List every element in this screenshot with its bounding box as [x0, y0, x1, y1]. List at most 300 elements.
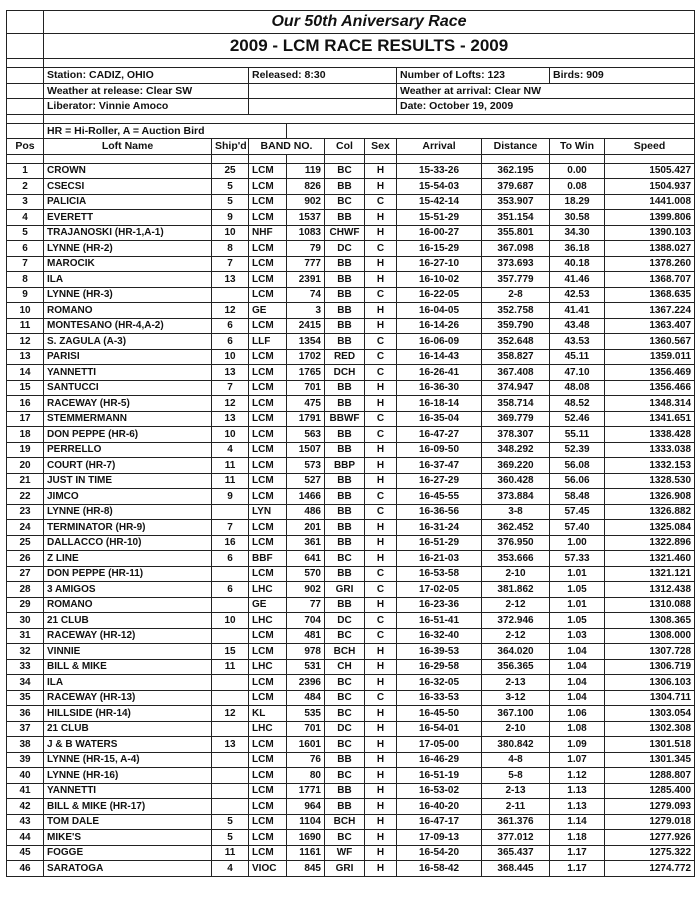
table-row	[7, 427, 695, 443]
cell-color: BC	[325, 768, 365, 784]
cell-distance: 361.376	[482, 814, 550, 830]
cell-band-prefix: LCM	[249, 427, 287, 443]
cell-loft-name: JUST IN TIME	[44, 473, 212, 489]
table-row	[7, 582, 695, 598]
cell-loft-name: DALLACCO (HR-10)	[44, 535, 212, 551]
cell-speed: 1279.018	[605, 814, 695, 830]
cell-loft-name: JIMCO	[44, 489, 212, 505]
cell-arrival: 16-51-41	[397, 613, 482, 629]
cell-band-prefix: LCM	[249, 768, 287, 784]
cell-loft-name: TOM DALE	[44, 814, 212, 830]
cell-sex: H	[365, 179, 397, 195]
title-row-2	[7, 34, 695, 59]
cell-color: DC	[325, 241, 365, 257]
cell-pos: 26	[7, 551, 44, 567]
cell-arrival: 16-51-19	[397, 768, 482, 784]
cell-to-win: 1.04	[550, 690, 605, 706]
cell-distance: 374.947	[482, 380, 550, 396]
cell-band-number: 1083	[287, 225, 325, 241]
cell-band-number: 1771	[287, 783, 325, 799]
cell-band-number: 3	[287, 303, 325, 319]
cell-pos: 42	[7, 799, 44, 815]
cell-distance: 2-8	[482, 287, 550, 303]
cell-sex: C	[365, 628, 397, 644]
cell-pos: 6	[7, 241, 44, 257]
cell-color: BB	[325, 566, 365, 582]
cell-pos: 5	[7, 225, 44, 241]
table-row	[7, 458, 695, 474]
cell-to-win: 41.41	[550, 303, 605, 319]
cell-to-win: 1.08	[550, 721, 605, 737]
cell-band-prefix: LCM	[249, 628, 287, 644]
cell-band-number: 1354	[287, 334, 325, 350]
cell-color: BB	[325, 272, 365, 288]
cell-pos: 30	[7, 613, 44, 629]
cell-speed: 1356.469	[605, 365, 695, 381]
cell-loft-name: RACEWAY (HR-12)	[44, 628, 212, 644]
cell-band-number: 531	[287, 659, 325, 675]
table-row	[7, 830, 695, 846]
cell-band-number: 1537	[287, 210, 325, 226]
cell-sex: H	[365, 597, 397, 613]
cell-band-number: 1765	[287, 365, 325, 381]
cell-loft-name: CSECSI	[44, 179, 212, 195]
cell-distance: 373.693	[482, 256, 550, 272]
cell-shipped: 10	[212, 613, 249, 629]
cell-pos: 27	[7, 566, 44, 582]
cell-distance: 353.666	[482, 551, 550, 567]
cell-color: DC	[325, 721, 365, 737]
cell-distance: 362.195	[482, 163, 550, 179]
cell-speed: 1360.567	[605, 334, 695, 350]
table-row	[7, 303, 695, 319]
info-row-2	[7, 83, 695, 99]
cell-to-win: 48.52	[550, 396, 605, 412]
cell-speed: 1303.054	[605, 706, 695, 722]
table-row	[7, 256, 695, 272]
cell-shipped: 11	[212, 458, 249, 474]
cell-speed: 1325.084	[605, 520, 695, 536]
cell-color: BB	[325, 334, 365, 350]
cell-arrival: 16-46-29	[397, 752, 482, 768]
cell-band-prefix: LCM	[249, 163, 287, 179]
cell-band-number: 1791	[287, 411, 325, 427]
results-table	[6, 10, 695, 877]
cell-distance: 2-12	[482, 597, 550, 613]
table-row	[7, 737, 695, 753]
cell-band-number: 361	[287, 535, 325, 551]
cell-speed: 1321.121	[605, 566, 695, 582]
cell-arrival: 16-36-56	[397, 504, 482, 520]
cell-speed: 1321.460	[605, 551, 695, 567]
cell-band-prefix: LCM	[249, 318, 287, 334]
cell-speed: 1338.428	[605, 427, 695, 443]
cell-speed: 1368.707	[605, 272, 695, 288]
cell-shipped	[212, 783, 249, 799]
cell-band-number: 119	[287, 163, 325, 179]
cell-speed: 1279.093	[605, 799, 695, 815]
cell-color: BB	[325, 287, 365, 303]
lofts-label: Number of Lofts: 123	[397, 68, 550, 84]
cell-shipped: 11	[212, 845, 249, 861]
cell-to-win: 1.05	[550, 582, 605, 598]
cell-shipped: 15	[212, 644, 249, 660]
title-row-1	[7, 11, 695, 34]
cell-loft-name: ILA	[44, 675, 212, 691]
cell-band-number: 902	[287, 582, 325, 598]
cell-arrival: 16-51-29	[397, 535, 482, 551]
cell-speed: 1302.308	[605, 721, 695, 737]
cell-speed: 1288.807	[605, 768, 695, 784]
cell-shipped: 4	[212, 442, 249, 458]
cell-color: BC	[325, 194, 365, 210]
cell-to-win: 42.53	[550, 287, 605, 303]
cell-sex: C	[365, 334, 397, 350]
cell-to-win: 1.13	[550, 783, 605, 799]
cell-pos: 28	[7, 582, 44, 598]
cell-loft-name: BILL & MIKE (HR-17)	[44, 799, 212, 815]
cell-loft-name: HILLSIDE (HR-14)	[44, 706, 212, 722]
cell-band-number: 475	[287, 396, 325, 412]
table-row	[7, 365, 695, 381]
cell-speed: 1367.224	[605, 303, 695, 319]
cell-sex: H	[365, 163, 397, 179]
cell-pos: 7	[7, 256, 44, 272]
cell-band-prefix: LCM	[249, 830, 287, 846]
cell-band-number: 845	[287, 861, 325, 877]
cell-speed: 1308.000	[605, 628, 695, 644]
results-title: 2009 - LCM RACE RESULTS - 2009	[44, 34, 695, 59]
cell-color: BB	[325, 520, 365, 536]
cell-shipped: 6	[212, 582, 249, 598]
cell-arrival: 16-54-01	[397, 721, 482, 737]
cell-sex: H	[365, 520, 397, 536]
cell-color: BC	[325, 675, 365, 691]
cell-color: BBWF	[325, 411, 365, 427]
cell-band-number: 77	[287, 597, 325, 613]
cell-band-prefix: BBF	[249, 551, 287, 567]
cell-band-prefix: GE	[249, 597, 287, 613]
cell-sex: C	[365, 194, 397, 210]
cell-to-win: 47.10	[550, 365, 605, 381]
table-row	[7, 442, 695, 458]
cell-band-prefix: LCM	[249, 349, 287, 365]
cell-arrival: 16-32-40	[397, 628, 482, 644]
cell-distance: 358.827	[482, 349, 550, 365]
cell-distance: 3-12	[482, 690, 550, 706]
table-row	[7, 349, 695, 365]
cell-speed: 1348.314	[605, 396, 695, 412]
table-row	[7, 179, 695, 195]
cell-speed: 1356.466	[605, 380, 695, 396]
cell-to-win: 1.07	[550, 752, 605, 768]
table-row	[7, 334, 695, 350]
table-row	[7, 861, 695, 877]
cell-sex: H	[365, 535, 397, 551]
cell-color: BC	[325, 830, 365, 846]
cell-to-win: 48.08	[550, 380, 605, 396]
cell-speed: 1274.772	[605, 861, 695, 877]
table-row	[7, 566, 695, 582]
header-loft: Loft Name	[44, 139, 212, 155]
cell-band-number: 1104	[287, 814, 325, 830]
cell-to-win: 56.06	[550, 473, 605, 489]
cell-speed: 1390.103	[605, 225, 695, 241]
cell-arrival: 16-21-03	[397, 551, 482, 567]
cell-to-win: 1.01	[550, 566, 605, 582]
legend-row	[7, 123, 695, 139]
cell-pos: 37	[7, 721, 44, 737]
cell-sex: H	[365, 783, 397, 799]
cell-pos: 44	[7, 830, 44, 846]
cell-arrival: 16-32-05	[397, 675, 482, 691]
cell-to-win: 1.04	[550, 644, 605, 660]
cell-pos: 4	[7, 210, 44, 226]
cell-speed: 1306.719	[605, 659, 695, 675]
cell-band-prefix: LHC	[249, 721, 287, 737]
cell-band-number: 2415	[287, 318, 325, 334]
cell-band-prefix: LCM	[249, 473, 287, 489]
cell-speed: 1285.400	[605, 783, 695, 799]
cell-sex: C	[365, 690, 397, 706]
cell-arrival: 16-58-42	[397, 861, 482, 877]
cell-arrival: 17-05-00	[397, 737, 482, 753]
cell-band-prefix: LCM	[249, 799, 287, 815]
cell-pos: 46	[7, 861, 44, 877]
cell-loft-name: ROMANO	[44, 303, 212, 319]
cell-loft-name: S. ZAGULA (A-3)	[44, 334, 212, 350]
cell-sex: H	[365, 737, 397, 753]
cell-band-number: 2396	[287, 675, 325, 691]
cell-pos: 9	[7, 287, 44, 303]
cell-arrival: 16-47-27	[397, 427, 482, 443]
cell-band-prefix: LCM	[249, 752, 287, 768]
cell-arrival: 16-35-04	[397, 411, 482, 427]
cell-loft-name: LYNNE (HR-3)	[44, 287, 212, 303]
cell-band-prefix: LCM	[249, 566, 287, 582]
cell-band-prefix: LCM	[249, 644, 287, 660]
table-row	[7, 783, 695, 799]
table-row	[7, 721, 695, 737]
cell-arrival: 15-54-03	[397, 179, 482, 195]
cell-sex: C	[365, 566, 397, 582]
cell-band-prefix: LCM	[249, 179, 287, 195]
cell-band-prefix: LCM	[249, 411, 287, 427]
cell-loft-name: J & B WATERS	[44, 737, 212, 753]
cell-sex: C	[365, 411, 397, 427]
cell-sex: H	[365, 473, 397, 489]
cell-color: BB	[325, 504, 365, 520]
cell-speed: 1304.711	[605, 690, 695, 706]
header-pos: Pos	[7, 139, 44, 155]
cell-arrival: 16-37-47	[397, 458, 482, 474]
cell-color: DC	[325, 613, 365, 629]
cell-color: BC	[325, 706, 365, 722]
cell-sex: H	[365, 830, 397, 846]
header-towin: To Win	[550, 139, 605, 155]
cell-band-prefix: NHF	[249, 225, 287, 241]
cell-distance: 2-11	[482, 799, 550, 815]
cell-color: BB	[325, 318, 365, 334]
cell-distance: 352.648	[482, 334, 550, 350]
cell-loft-name: 3 AMIGOS	[44, 582, 212, 598]
cell-color: BB	[325, 179, 365, 195]
header-distance: Distance	[482, 139, 550, 155]
weather-arrival-label: Weather at arrival: Clear NW	[397, 83, 695, 99]
cell-shipped: 11	[212, 659, 249, 675]
cell-band-prefix: LCM	[249, 675, 287, 691]
cell-band-number: 1507	[287, 442, 325, 458]
cell-color: BB	[325, 442, 365, 458]
cell-loft-name: RACEWAY (HR-5)	[44, 396, 212, 412]
cell-distance: 5-8	[482, 768, 550, 784]
cell-shipped: 9	[212, 489, 249, 505]
cell-loft-name: VINNIE	[44, 644, 212, 660]
cell-distance: 351.154	[482, 210, 550, 226]
cell-shipped: 7	[212, 520, 249, 536]
cell-band-number: 641	[287, 551, 325, 567]
cell-band-prefix: LCM	[249, 396, 287, 412]
cell-distance: 365.437	[482, 845, 550, 861]
cell-band-prefix: LLF	[249, 334, 287, 350]
cell-band-number: 484	[287, 690, 325, 706]
cell-loft-name: FOGGE	[44, 845, 212, 861]
cell-color: GRI	[325, 582, 365, 598]
cell-speed: 1308.365	[605, 613, 695, 629]
cell-sex: H	[365, 752, 397, 768]
cell-shipped	[212, 504, 249, 520]
cell-to-win: 52.39	[550, 442, 605, 458]
cell-to-win: 41.46	[550, 272, 605, 288]
cell-sex: C	[365, 241, 397, 257]
cell-to-win: 0.08	[550, 179, 605, 195]
cell-speed: 1363.407	[605, 318, 695, 334]
cell-sex: C	[365, 582, 397, 598]
cell-band-number: 74	[287, 287, 325, 303]
cell-band-prefix: LCM	[249, 520, 287, 536]
cell-band-number: 80	[287, 768, 325, 784]
cell-sex: H	[365, 644, 397, 660]
cell-distance: 358.714	[482, 396, 550, 412]
cell-color: RED	[325, 349, 365, 365]
cell-to-win: 55.11	[550, 427, 605, 443]
cell-arrival: 17-02-05	[397, 582, 482, 598]
cell-shipped: 5	[212, 179, 249, 195]
cell-distance: 352.758	[482, 303, 550, 319]
cell-band-prefix: LCM	[249, 210, 287, 226]
cell-arrival: 16-39-53	[397, 644, 482, 660]
cell-speed: 1505.427	[605, 163, 695, 179]
cell-color: BB	[325, 256, 365, 272]
cell-arrival: 16-22-05	[397, 287, 482, 303]
cell-pos: 22	[7, 489, 44, 505]
cell-distance: 2-10	[482, 566, 550, 582]
cell-loft-name: LYNNE (HR-2)	[44, 241, 212, 257]
cell-band-number: 563	[287, 427, 325, 443]
cell-sex: H	[365, 706, 397, 722]
cell-band-number: 2391	[287, 272, 325, 288]
cell-distance: 369.220	[482, 458, 550, 474]
cell-distance: 367.100	[482, 706, 550, 722]
cell-speed: 1326.882	[605, 504, 695, 520]
weather-release-label: Weather at release: Clear SW	[44, 83, 249, 99]
cell-color: BC	[325, 690, 365, 706]
table-row	[7, 473, 695, 489]
cell-shipped: 5	[212, 814, 249, 830]
cell-to-win: 30.58	[550, 210, 605, 226]
cell-sex: C	[365, 504, 397, 520]
cell-band-number: 79	[287, 241, 325, 257]
cell-color: BB	[325, 210, 365, 226]
cell-distance: 367.408	[482, 365, 550, 381]
cell-sex: H	[365, 380, 397, 396]
cell-arrival: 16-36-30	[397, 380, 482, 396]
cell-to-win: 1.06	[550, 706, 605, 722]
cell-shipped	[212, 566, 249, 582]
cell-distance: 367.098	[482, 241, 550, 257]
cell-band-prefix: LCM	[249, 845, 287, 861]
cell-distance: 359.790	[482, 318, 550, 334]
cell-arrival: 16-47-17	[397, 814, 482, 830]
cell-shipped: 10	[212, 427, 249, 443]
cell-band-number: 535	[287, 706, 325, 722]
table-row	[7, 613, 695, 629]
cell-pos: 13	[7, 349, 44, 365]
cell-loft-name: CROWN	[44, 163, 212, 179]
cell-to-win: 1.03	[550, 628, 605, 644]
table-row	[7, 659, 695, 675]
cell-arrival: 15-42-14	[397, 194, 482, 210]
cell-sex: C	[365, 349, 397, 365]
cell-arrival: 16-15-29	[397, 241, 482, 257]
cell-distance: 2-12	[482, 628, 550, 644]
cell-sex: H	[365, 551, 397, 567]
cell-sex: H	[365, 396, 397, 412]
cell-shipped	[212, 628, 249, 644]
cell-arrival: 16-26-41	[397, 365, 482, 381]
cell-loft-name: ROMANO	[44, 597, 212, 613]
cell-shipped	[212, 752, 249, 768]
cell-shipped: 8	[212, 241, 249, 257]
cell-color: CH	[325, 659, 365, 675]
cell-sex: C	[365, 287, 397, 303]
cell-loft-name: Z LINE	[44, 551, 212, 567]
cell-shipped	[212, 799, 249, 815]
cell-speed: 1301.518	[605, 737, 695, 753]
cell-arrival: 16-00-27	[397, 225, 482, 241]
cell-loft-name: 21 CLUB	[44, 613, 212, 629]
cell-band-number: 573	[287, 458, 325, 474]
cell-color: BCH	[325, 644, 365, 660]
cell-band-prefix: VIOC	[249, 861, 287, 877]
cell-speed: 1328.530	[605, 473, 695, 489]
cell-to-win: 0.00	[550, 163, 605, 179]
cell-band-number: 704	[287, 613, 325, 629]
cell-loft-name: PARISI	[44, 349, 212, 365]
cell-arrival: 17-09-13	[397, 830, 482, 846]
cell-pos: 31	[7, 628, 44, 644]
cell-distance: 372.946	[482, 613, 550, 629]
table-row	[7, 380, 695, 396]
cell-loft-name: LYNNE (HR-15, A-4)	[44, 752, 212, 768]
header-speed: Speed	[605, 139, 695, 155]
cell-distance: 380.842	[482, 737, 550, 753]
cell-sex: H	[365, 272, 397, 288]
cell-shipped	[212, 597, 249, 613]
table-row	[7, 272, 695, 288]
cell-distance: 2-13	[482, 675, 550, 691]
cell-sex: C	[365, 427, 397, 443]
